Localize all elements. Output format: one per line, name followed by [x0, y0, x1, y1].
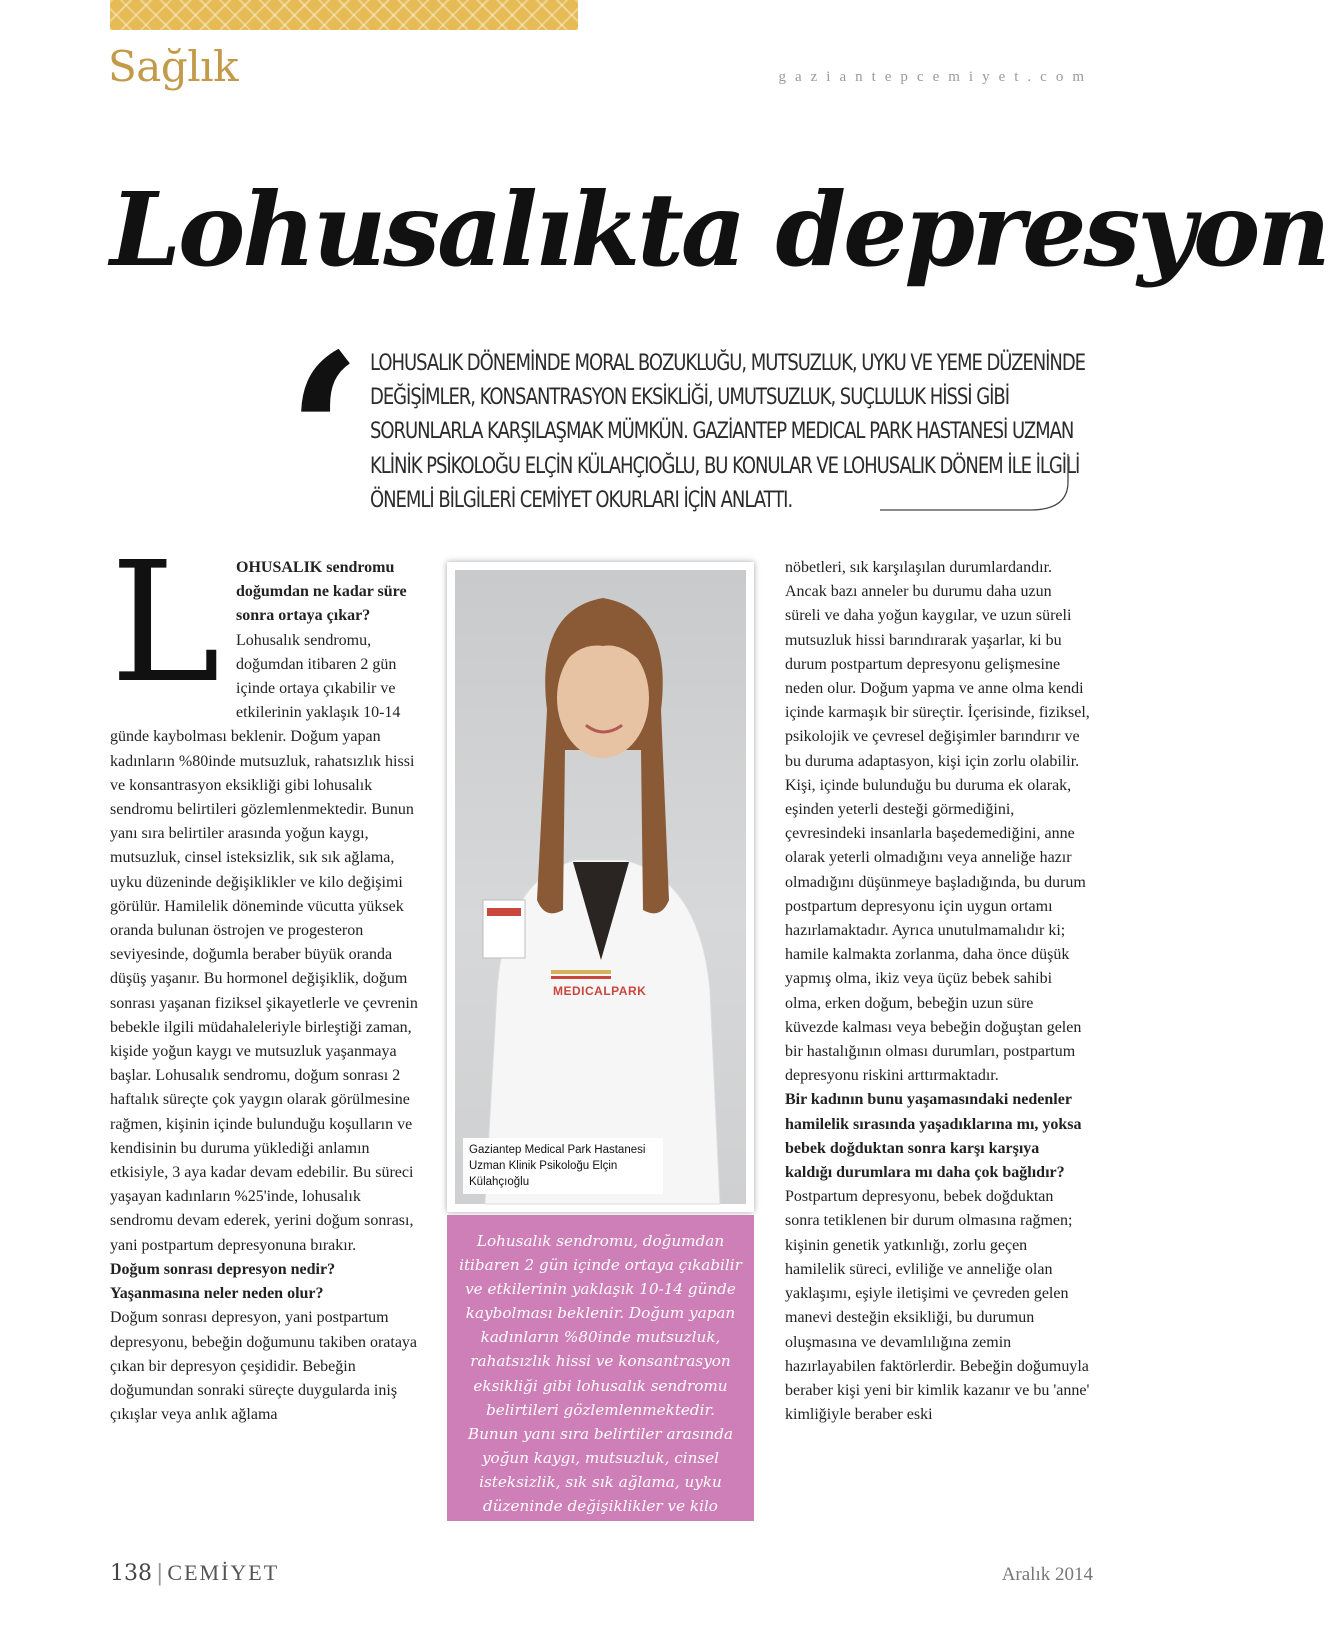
section-title: Sağlık: [108, 42, 239, 91]
lead-line: KLİNİK PSİKOLOĞU ELÇİN KÜLAHÇIOĞLU, BU KONULAR VE LOHUSALIK DÖNEM İLE İLGİLİ: [370, 452, 1080, 479]
issue-date: Aralık 2014: [1001, 1564, 1093, 1585]
coat-badge: MEDICALPARK: [553, 984, 647, 998]
photo-frame: [447, 562, 754, 1212]
question-heading: Doğum sonrası depresyon nedir? Yaşanmasına neler neden olur?: [110, 1260, 336, 1303]
header-pattern-strip: [110, 0, 578, 30]
lead-line: LOHUSALIK DÖNEMİNDE MORAL BOZUKLUĞU, MUTSUZLUK, UYKU VE YEME DÜZENİNDE: [370, 350, 1085, 376]
lead-line: ÖNEMLİ BİLGİLERİ CEMİYET OKURLARI İÇİN ANLATTI.: [370, 486, 793, 513]
lead-line: SORUNLARLA KARŞILAŞMAK MÜMKÜN. GAZİANTEP MEDICAL PARK HASTANESİ UZMAN: [370, 418, 1074, 445]
answer-paragraph: nöbetleri, sık karşılaşılan durumlardandır. Ancak bazı anneler bu durumu daha uzun süreli ve daha yoğun kaygılar, ve uzun süreli mutsuzluk hissi barındırarak yaşarlar, ki bu durum postpartum depresyonu gelişmesine neden olur. Doğum yapma ve anne olma kendi içinde karmaşık bir süreçtir. İçerisinde, fiziksel, psikolojik ve çevresel değişimler barındırır ve bu duruma adaptasyon, kişi için zorlu olabilir. Kişi, içinde bulunduğu bu duruma ek olarak, eşinden yeterli desteği görmediğini, çevresindeki insanlarla başedemediğini, anne olarak yeterli olmadığını veya anneliğe hazır olmadığını düşünmeye başladığında, bu durum postpartum depresyonu için uygun ortamı hazırlamaktadır. Ayrıca unutulmamalıdır ki; hamile kalmakta zorlanma, daha önce düşük yapmış olma, ikiz veya üçüz bebek sahibi olma, erken doğum, bebeğin uzun süre küvezde kalması veya bebeğin doğuştan gelen bir hastalığının olması durumları, postpartum depresyonu riskini arttırmaktadır.: [785, 559, 1090, 1085]
magazine-name: CEMİYET: [167, 1560, 280, 1585]
article-title: Lohusalıkta depresyon: [110, 170, 1328, 289]
quote-mark-icon: ‘: [286, 305, 363, 564]
answer-paragraph: Lohusalık sendromu, doğumdan itibaren 2 gün içinde ortaya çıkabilir ve etkilerinin yaklaşık 10-14 günde kaybolması beklenir. Doğum yapan kadınların %80inde mutsuzluk, rahatsızlık hissi ve konsantrasyon eksikliği gibi lohusalık sendromu belirtileri gözlemlenmektedir. Bunun yanı sıra belirtiler arasında yoğun kaygı, mutsuzluk, cinsel isteksizlik, sık sık ağlama, uyku düzeninde değişiklikler ve kilo değişimi görülür. Hamilelik döneminde vücutta yüksek oranda bulunan östrojen ve progesteron seviyesinde, doğumla beraber büyük oranda düşüş yaşanır. Bu hormonel değişiklik, doğum sonrası yaşanan fiziksel şikayetlerle ve çevrenin bebekle ilgili müdahaleleriyle birleştiği zaman, kişide yoğun kaygı ve mutsuzluk yaşanmaya başlar. Lohusalık sendromu, doğum sonrası 2 haftalık süreçte çok yaygın olarak görülmesine rağmen, kişinin içinde bulunduğu koşulların ve kendisinin bu duruma yüklediği anlamın etkisiyle, 3 aya kadar devam edebilir. Bu süreci yaşayan kadınların %25'inde, lohusalık sendromu devam ederek, yerini doğum sonrası, yani postpartum depresyonuna bırakır.: [110, 631, 418, 1254]
portrait-photo: [455, 570, 746, 1204]
answer-paragraph: Postpartum depresyonu, bebek doğduktan sonra tetiklenen bir durum olmasına rağmen; kişinin genetik yatkınlığı, zorlu geçen hamilelik süreci, evliliğe ve anneliğe olan yaklaşımı, eşiyle iletişimi ve çevreden gelen manevi desteğin eksikliği, bu durumun oluşmasına ve devamlılığına zemin hazırlayabilen faktörlerdir. Bebeğin doğumuyla beraber kişi yeni bir kimlik kazanır ve bu 'anne' kimliğiyle beraber eski: [785, 1188, 1090, 1424]
question-heading: OHUSALIK sendromu doğumdan ne kadar süre sonra ortaya çıkar?: [236, 559, 407, 625]
question-heading: Bir kadının bunu yaşamasındaki nedenler hamilelik sırasında yaşadıklarına mı, yoksa bebek doğduktan sonra karşı karşıya kaldığı durumlara mı daha çok bağlıdır?: [785, 1091, 1082, 1182]
article-column-right: [785, 556, 1090, 1427]
answer-paragraph: Doğum sonrası depresyon, yani postpartum depresyonu, bebeğin doğumunu takiben orataya çıkan bir depresyon çeşididir. Bebeğin doğumundan sonraki süreçte duygularda iniş çıkışlar veya anlık ağlama: [110, 1309, 418, 1424]
website-url[interactable]: gaziantepcemiyet.com: [778, 69, 1093, 85]
lead-line: DEĞİŞİMLER, KONSANTRASYON EKSİKLİĞİ, UMUTSUZLUK, SUÇLULUK HİSSİ GİBİ: [370, 384, 1009, 411]
photo-caption: Gaziantep Medical Park Hastanesi Uzman Klinik Psikoloğu Elçin Külahçıoğlu: [463, 1138, 663, 1194]
folio-separator: |: [156, 1561, 164, 1586]
portrait-illustration: [455, 570, 746, 1204]
drop-cap: L: [110, 527, 221, 720]
article-lead: [370, 346, 1085, 517]
page-number: 138: [110, 1561, 152, 1586]
pull-quote: Lohusalık sendromu, doğumdan itibaren 2 gün içinde ortaya çıkabilir ve etkilerinin yaklaşık 10-14 günde kaybolması beklenir. Doğum yapan kadınların %80inde mutsuzluk, rahatsızlık hissi ve konsantrasyon eksikliği gibi lohusalık sendromu belirtileri gözlemlenmektedir. Bunun yanı sıra belirtiler arasında yoğun kaygı, mutsuzluk, cinsel isteksizlik, sık sık ağlama, uyku düzeninde değişiklikler ve kilo değişimi görülür.: [447, 1215, 754, 1521]
article-column-left: [110, 527, 420, 1427]
page-folio: [110, 1560, 279, 1586]
lead-decorative-curve: [880, 452, 1085, 514]
